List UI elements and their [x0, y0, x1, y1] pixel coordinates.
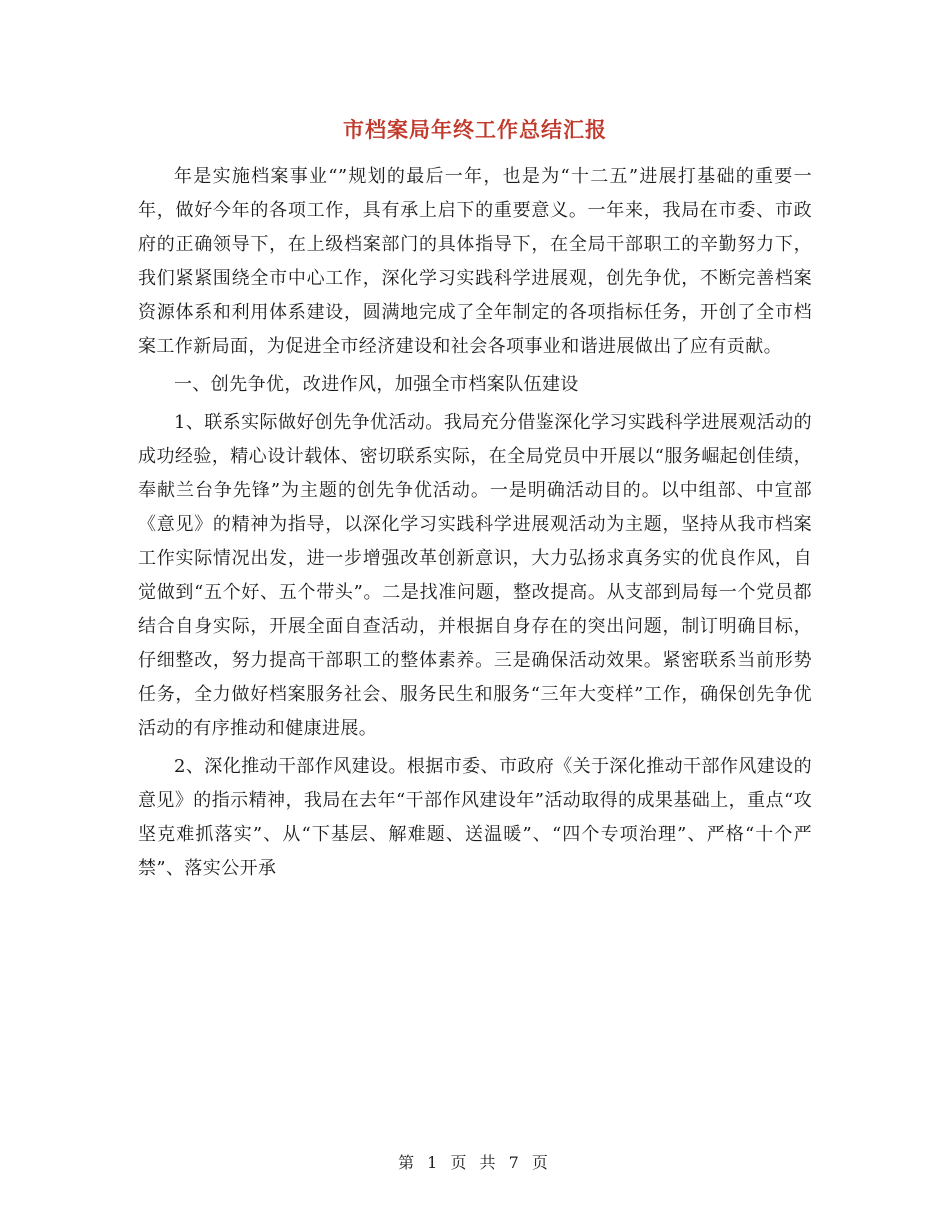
- paragraph-item-2: 2、深化推动干部作风建设。根据市委、市政府《关于深化推动干部作风建设的意见》的指示精神，我局在去年“干部作风建设年”活动取得的成果基础上，重点“攻坚克难抓落实”、从“下基层、解难题、送温暖”、“四个专项治理”、严格“十个严禁”、落实公开承: [138, 756, 812, 879]
- document-title: 市档案局年终工作总结汇报: [343, 118, 607, 142]
- section-heading-1: 一、创先争优，改进作风，加强全市档案队伍建设: [174, 374, 579, 395]
- document-body: [138, 160, 812, 886]
- page-footer: 第 1 页 共 7 页: [398, 1153, 552, 1172]
- intro-paragraph: 年是实施档案事业“”规划的最后一年，也是为“十二五”进展打基础的重要一年，做好今年的各项工作，具有承上启下的重要意义。一年来，我局在市委、市政府的正确领导下，在上级档案部门的具体指导下，在全局干部职工的辛勤努力下，我们紧紧围绕全市中心工作，深化学习实践科学进展观，创先争优，不断完善档案资源体系和利用体系建设，圆满地完成了全年制定的各项指标任务，开创了全市档案工作新局面，为促进全市经济建设和社会各项事业和谐进展做出了应有贡献。: [138, 166, 812, 357]
- paragraph-item-1: 1、联系实际做好创先争优活动。我局充分借鉴深化学习实践科学进展观活动的成功经验，精心设计载体、密切联系实际，在全局党员中开展以“服务崛起创佳绩，奉献兰台争先锋”为主题的创先争优活动。一是明确活动目的。以中组部、中宣部《意见》的精神为指导，以深化学习实践科学进展观活动为主题，坚持从我市档案工作实际情况出发，进一步增强改革创新意识，大力弘扬求真务实的优良作风，自觉做到“五个好、五个带头”。二是找准问题，整改提高。从支部到局每一个党员都结合自身实际，开展全面自查活动，并根据自身存在的突出问题，制订明确目标，仔细整改，努力提高干部职工的整体素养。三是确保活动效果。紧密联系当前形势任务，全力做好档案服务社会、服务民生和服务“三年大变样”工作，确保创先争优活动的有序推动和健康进展。: [138, 412, 812, 739]
